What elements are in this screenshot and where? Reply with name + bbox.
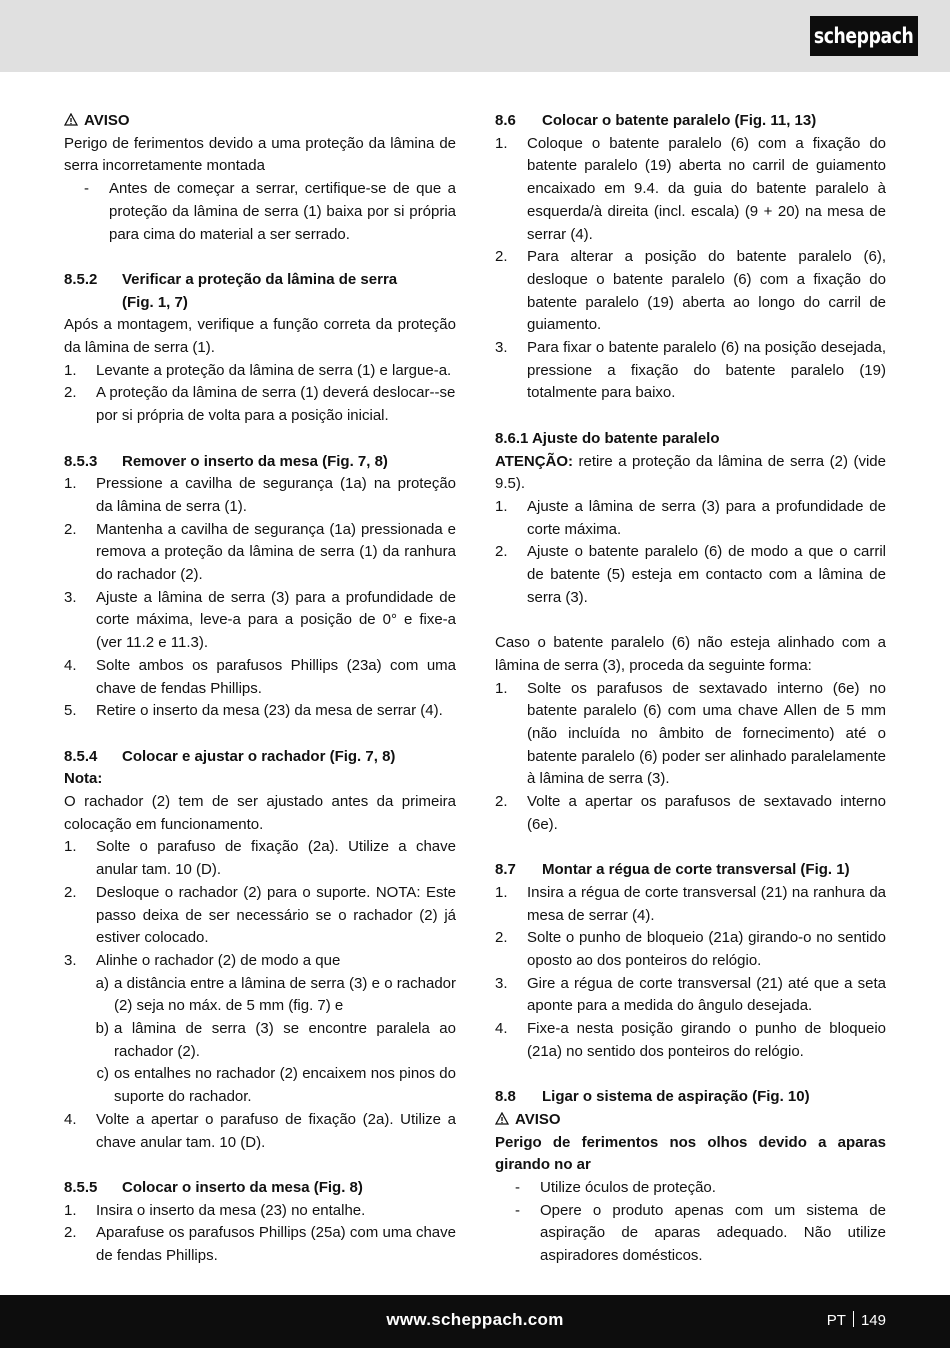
footer-bar	[0, 1295, 950, 1348]
section-heading-cont: (Fig. 1, 7)	[122, 293, 188, 311]
list-item: 2. Solte o punho de bloqueio (21a) girando-o no sentido oposto ao dos ponteiros do relógio.	[495, 929, 886, 969]
right-column	[495, 110, 886, 1268]
warning-triangle-icon	[495, 1112, 509, 1125]
list-item: 1. Ajuste a lâmina de serra (3) para a profundidade de corte máxima.	[495, 497, 886, 538]
warning-heading: AVISO	[64, 110, 456, 133]
sub-list-item: c) os entalhes no rachador (2) encaixem nos pinos do suporte do rachador.	[96, 1065, 456, 1106]
section-heading: 8.5.5 Colocar o inserto da mesa (Fig. 8)	[64, 1178, 363, 1196]
list-item: 2. A proteção da lâmina de serra (1) deverá deslocar--se por si própria de volta para a posição inicial.	[64, 384, 456, 425]
section-heading: 8.7 Montar a régua de corte transversal (Fig. 1)	[495, 861, 850, 879]
note-label: Nota:	[64, 770, 103, 788]
page-number: PT 149	[826, 1312, 886, 1329]
paragraph: Após a montagem, verifique a função correta da proteção da lâmina de serra (1).	[64, 316, 456, 357]
section-heading: 8.5.3 Remover o inserto da mesa (Fig. 7, 8)	[64, 452, 388, 470]
left-column	[64, 110, 456, 1268]
warning-text: Perigo de ferimentos nos olhos devido a aparas girando no ar	[495, 1133, 886, 1174]
sub-list-item: a) a distância entre a lâmina de serra (3) e o rachador (2) seja no máx. de 5 mm (fig. 7) e	[95, 974, 456, 1015]
list-item: 3. Alinhe o rachador (2) de modo a que	[64, 951, 341, 969]
list-item: 1. Insira o inserto da mesa (23) no entalhe.	[64, 1201, 366, 1219]
footer-url: www.scheppach.com	[386, 1310, 564, 1329]
list-item: 1. Solte os parafusos de sextavado interno (6e) no batente paralelo (6) com uma chave Allen de 5 mm (não incluída no âmbito de fornecimento) até o batente paralelo (6) poder ser alinhado paralelamente à lâmina de serra (3).	[495, 679, 886, 788]
list-item: 2. Aparafuse os parafusos Phillips (25a) com uma chave de fendas Phillips.	[64, 1224, 456, 1265]
section-heading: 8.8 Ligar o sistema de aspiração (Fig. 10)	[495, 1088, 810, 1106]
list-item: 2. Ajuste o batente paralelo (6) de modo a que o carril de batente (5) esteja em contacto com a lâmina de serra (3).	[495, 543, 886, 606]
section-heading: 8.5.2 Verificar a proteção da lâmina de serra	[64, 270, 398, 288]
list-item: 3. Ajuste a lâmina de serra (3) para a profundidade de corte máxima, leve-a para a posição de 0° e fixe-a (ver 11.2 e 11.3).	[64, 588, 456, 652]
list-item: - Utilize óculos de proteção.	[515, 1178, 716, 1196]
warning-text: Perigo de ferimentos devido a uma proteção da lâmina de serra incorretamente montada	[64, 134, 456, 175]
section-heading: 8.6.1 Ajuste do batente paralelo	[495, 429, 720, 447]
list-item: 2. Mantenha a cavilha de segurança (1a) pressionada e remova a proteção da lâmina de serra (1) da ranhura do rachador (2).	[64, 520, 456, 584]
sub-list-item: b) a lâmina de serra (3) se encontre paralela ao rachador (2).	[95, 1020, 456, 1060]
brand-logo: scheppach	[810, 16, 918, 56]
warning-triangle-icon	[64, 113, 78, 126]
header-bar	[0, 0, 950, 72]
list-item: 4. Volte a apertar o parafuso de fixação (2a). Utilize a chave anular tam. 10 (D).	[64, 1110, 456, 1151]
paragraph: Caso o batente paralelo (6) não esteja alinhado com a lâmina de serra (3), proceda da seguinte forma:	[495, 634, 886, 674]
attention-text: ATENÇÃO: retire a proteção da lâmina de serra (2) (vide 9.5).	[495, 452, 886, 493]
list-item: 3. Gire a régua de corte transversal (21) até que a seta aponte para a medida do ângulo desejada.	[495, 974, 886, 1015]
list-item: 2. Desloque o rachador (2) para o suporte. NOTA: Este passo deixa de ser necessário se o rachador (2) já estiver colocado.	[64, 883, 456, 947]
list-item: 4. Fixe-a nesta posição girando o punho de bloqueio (21a) no sentido dos ponteiros do relógio.	[495, 1020, 886, 1060]
section-heading: 8.6 Colocar o batente paralelo (Fig. 11, 13)	[495, 112, 817, 129]
list-item: 3. Para fixar o batente paralelo (6) na posição desejada, pressione a fixação do batente paralelo (19) totalmente para baixo.	[495, 339, 886, 402]
list-item: - Antes de começar a serrar, certifique-se de que a proteção da lâmina de serra (1) baixa por si própria para cima do material a ser serrado.	[84, 180, 456, 243]
list-item: 1. Pressione a cavilha de segurança (1a) na proteção da lâmina de serra (1).	[64, 475, 456, 515]
list-item: 2. Volte a apertar os parafusos de sextavado interno (6e).	[495, 793, 886, 833]
list-item: 1. Insira a régua de corte transversal (21) na ranhura da mesa de serrar (4).	[495, 883, 886, 924]
list-item: 1. Coloque o batente paralelo (6) com a fixação do batente paralelo (19) aberta no carril de guiamento encaixado em 9.4. da guia do batente paralelo à esquerda/à direita (incl. escala) (9 + 20) na mesa de serrar (4).	[495, 134, 886, 243]
list-item: 5. Retire o inserto da mesa (23) da mesa de serrar (4).	[64, 702, 443, 720]
list-item: 1. Levante a proteção da lâmina de serra (1) e largue-a.	[64, 361, 452, 379]
list-item: 2. Para alterar a posição do batente paralelo (6), desloque o batente paralelo (6) com a fixação do batente paralelo (19) aberta ao longo do carril de guiamento.	[495, 248, 886, 334]
list-item: - Opere o produto apenas com um sistema de aspiração de aparas adequado. Não utilize aspiradores domésticos.	[515, 1201, 886, 1265]
section-heading: 8.5.4 Colocar e ajustar o rachador (Fig. 7, 8)	[64, 747, 396, 765]
list-item: 1. Solte o parafuso de fixação (2a). Utilize a chave anular tam. 10 (D).	[64, 838, 456, 879]
paragraph: O rachador (2) tem de ser ajustado antes da primeira colocação em funcionamento.	[64, 793, 456, 833]
warning-heading: AVISO	[495, 1109, 886, 1132]
list-item: 4. Solte ambos os parafusos Phillips (23a) com uma chave de fendas Phillips.	[64, 656, 456, 697]
